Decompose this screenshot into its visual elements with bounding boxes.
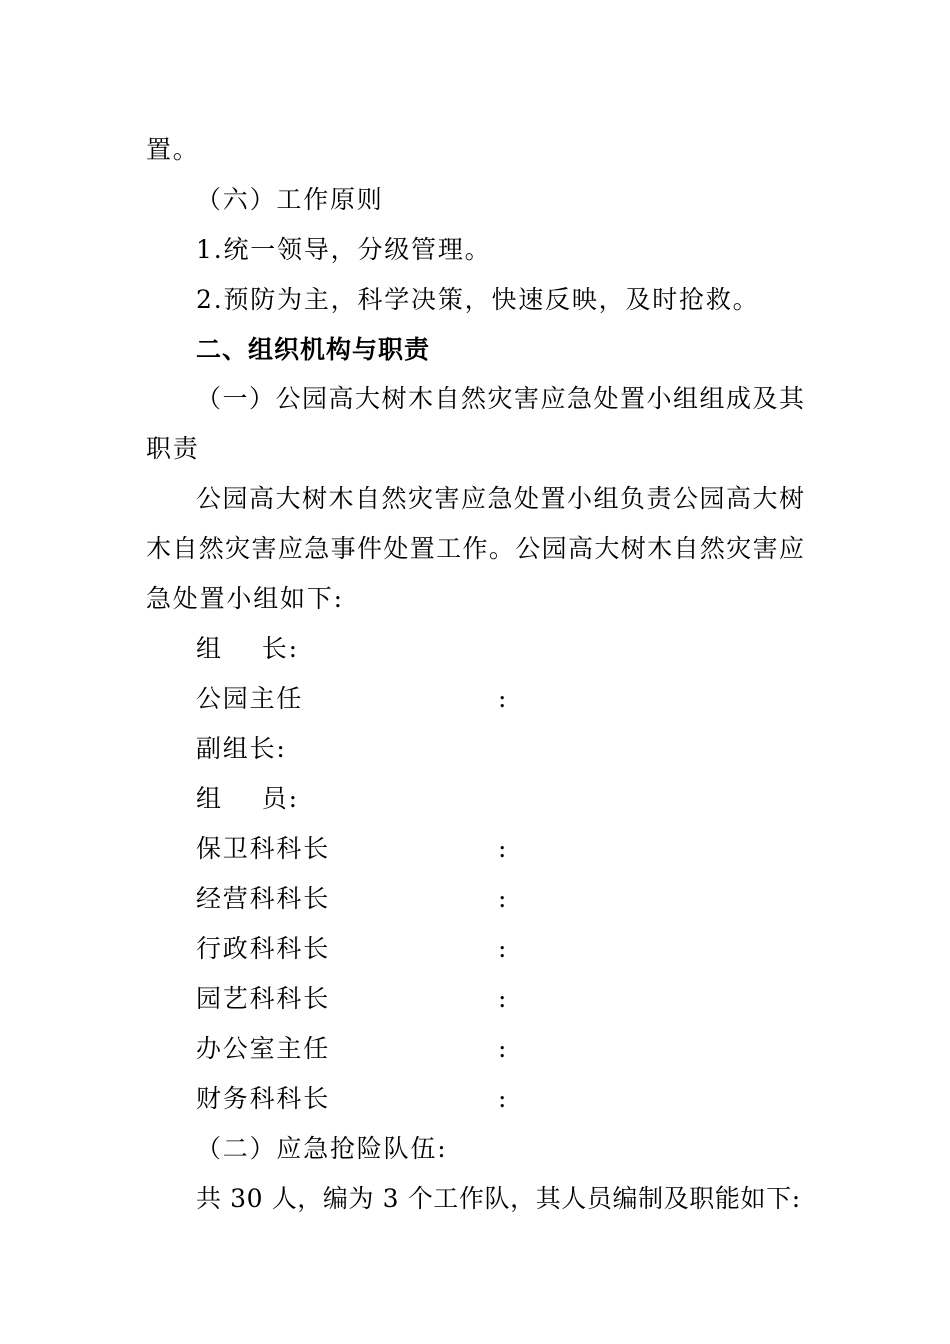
role-colon: : <box>498 1034 507 1063</box>
chapter-heading-organization: 二、组织机构与职责 <box>196 335 431 364</box>
subsection-heading-continued: 职责 <box>146 434 200 463</box>
rescue-team-description: 共 30 人，编为 3 个工作队，其人员编制及职能如下: <box>196 1184 801 1213</box>
role-members-label: 组 员: <box>196 784 299 813</box>
role-colon: : <box>498 684 507 713</box>
paragraph-line: 急处置小组如下: <box>146 584 344 613</box>
subsection-heading-team: （一）公园高大树木自然灾害应急处置小组组成及其 <box>196 384 804 413</box>
role-horticulture-chief: 园艺科科长 <box>196 984 331 1013</box>
section-heading-work-principles: （六）工作原则 <box>196 185 384 214</box>
role-colon: : <box>498 834 507 863</box>
role-finance-chief: 财务科科长 <box>196 1084 331 1113</box>
role-business-chief: 经营科科长 <box>196 884 331 913</box>
role-colon: : <box>498 984 507 1013</box>
role-park-director: 公园主任 <box>196 684 304 713</box>
role-colon: : <box>498 934 507 963</box>
text-line: 置。 <box>146 135 200 164</box>
role-colon: : <box>498 1084 507 1113</box>
role-office-director: 办公室主任 <box>196 1034 331 1063</box>
role-deputy-leader-label: 副组长: <box>196 734 287 763</box>
subsection-heading-rescue-team: （二）应急抢险队伍: <box>196 1134 448 1163</box>
role-colon: : <box>498 884 507 913</box>
role-leader-label: 组 长: <box>196 634 299 663</box>
role-admin-chief: 行政科科长 <box>196 934 331 963</box>
paragraph-line: 公园高大树木自然灾害应急处置小组负责公园高大树 <box>196 484 804 513</box>
principle-item-1: 1.统一领导，分级管理。 <box>196 235 492 264</box>
paragraph-line: 木自然灾害应急事件处置工作。公园高大树木自然灾害应 <box>146 534 804 563</box>
role-security-chief: 保卫科科长 <box>196 834 331 863</box>
principle-item-2: 2.预防为主，科学决策，快速反映，及时抢救。 <box>196 285 760 314</box>
